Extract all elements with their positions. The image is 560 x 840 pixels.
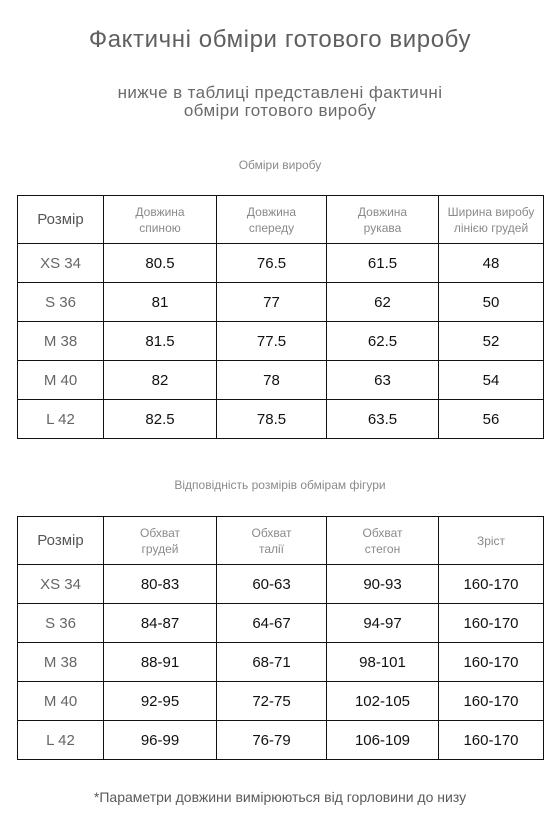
table-cell: 81 [104, 283, 217, 322]
table-cell: 106-109 [327, 721, 439, 760]
table-cell: 72-75 [217, 682, 327, 721]
header-line: Ширина виробу [447, 204, 535, 219]
garment-measurements-caption: Обміри виробу [238, 158, 322, 172]
table-cell: 160-170 [439, 643, 544, 682]
table-header-row [18, 517, 544, 565]
table-cell: 81.5 [104, 322, 217, 361]
header-line: Обхват [251, 525, 292, 540]
table-cell: 90-93 [327, 565, 439, 604]
header-line: талії [258, 541, 285, 556]
table-cell: 94-97 [327, 604, 439, 643]
table-cell: 52 [439, 322, 544, 361]
table-cell: 62 [327, 283, 439, 322]
table-row [18, 682, 544, 721]
page-title: Фактичні обміри готового виробу [88, 26, 472, 53]
header-line: Зріст [476, 533, 506, 548]
header-line: Довжина [357, 204, 408, 219]
table-cell: 82 [104, 361, 217, 400]
table-cell: 160-170 [439, 721, 544, 760]
table-cell: 160-170 [439, 565, 544, 604]
table-row [18, 322, 544, 361]
page-subtitle [0, 84, 560, 120]
header-line: лінією грудей [453, 220, 529, 235]
table-row [18, 361, 544, 400]
table-row [18, 400, 544, 439]
size-cell: L 42 [18, 400, 104, 439]
table-cell: 102-105 [327, 682, 439, 721]
header-line: рукава [363, 220, 402, 235]
header-line: Розмір [37, 531, 84, 549]
header-line: спиною [139, 220, 181, 235]
size-cell: L 42 [18, 721, 104, 760]
size-cell: M 40 [18, 361, 104, 400]
table-row [18, 604, 544, 643]
table-row [18, 643, 544, 682]
table-cell: 62.5 [327, 322, 439, 361]
size-cell: M 38 [18, 322, 104, 361]
header-chest-width [439, 196, 544, 244]
table-cell: 63 [327, 361, 439, 400]
header-line: Розмір [37, 210, 84, 228]
table-cell: 68-71 [217, 643, 327, 682]
table-cell: 77 [217, 283, 327, 322]
header-line: стегон [364, 541, 401, 556]
subtitle-line-2: обміри готового виробу [183, 101, 377, 120]
size-cell: XS 34 [18, 244, 104, 283]
table-cell: 88-91 [104, 643, 217, 682]
table-cell: 76-79 [217, 721, 327, 760]
table-cell: 54 [439, 361, 544, 400]
table-cell: 82.5 [104, 400, 217, 439]
table-cell: 61.5 [327, 244, 439, 283]
table-cell: 98-101 [327, 643, 439, 682]
header-chest-girth [104, 517, 217, 565]
table-cell: 48 [439, 244, 544, 283]
header-line: Обхват [362, 525, 403, 540]
table-cell: 64-67 [217, 604, 327, 643]
size-cell: M 40 [18, 682, 104, 721]
body-measurements-caption: Відповідність розмірів обмірам фігури [174, 478, 386, 492]
header-line: спереду [248, 220, 295, 235]
table-cell: 50 [439, 283, 544, 322]
table-cell: 78 [217, 361, 327, 400]
header-front-length [217, 196, 327, 244]
table-row [18, 565, 544, 604]
table-cell: 78.5 [217, 400, 327, 439]
table-cell: 160-170 [439, 682, 544, 721]
header-hip-girth [327, 517, 439, 565]
table-cell: 60-63 [217, 565, 327, 604]
body-measurements-table [17, 516, 544, 760]
header-height [439, 517, 544, 565]
header-back-length [104, 196, 217, 244]
header-sleeve-length [327, 196, 439, 244]
table-cell: 92-95 [104, 682, 217, 721]
table-cell: 160-170 [439, 604, 544, 643]
header-size [18, 196, 104, 244]
header-line: Обхват [140, 525, 180, 540]
header-line: Довжина [246, 204, 297, 219]
table-row [18, 283, 544, 322]
subtitle-line-1: нижче в таблиці представлені фактичні [117, 83, 443, 102]
garment-measurements-table [17, 195, 544, 439]
table-row [18, 244, 544, 283]
table-cell: 80-83 [104, 565, 217, 604]
table-cell: 80.5 [104, 244, 217, 283]
footnote: *Параметри довжини вимірюються від горловини до низу [93, 789, 467, 805]
size-cell: M 38 [18, 643, 104, 682]
size-cell: S 36 [18, 283, 104, 322]
size-cell: XS 34 [18, 565, 104, 604]
table-cell: 77.5 [217, 322, 327, 361]
table-header-row [18, 196, 544, 244]
table-cell: 56 [439, 400, 544, 439]
header-waist-girth [217, 517, 327, 565]
table-row [18, 721, 544, 760]
table-cell: 63.5 [327, 400, 439, 439]
table-cell: 96-99 [104, 721, 217, 760]
header-size [18, 517, 104, 565]
table-cell: 76.5 [217, 244, 327, 283]
header-line: Довжина [135, 204, 185, 219]
table-cell: 84-87 [104, 604, 217, 643]
size-cell: S 36 [18, 604, 104, 643]
header-line: грудей [141, 541, 179, 556]
